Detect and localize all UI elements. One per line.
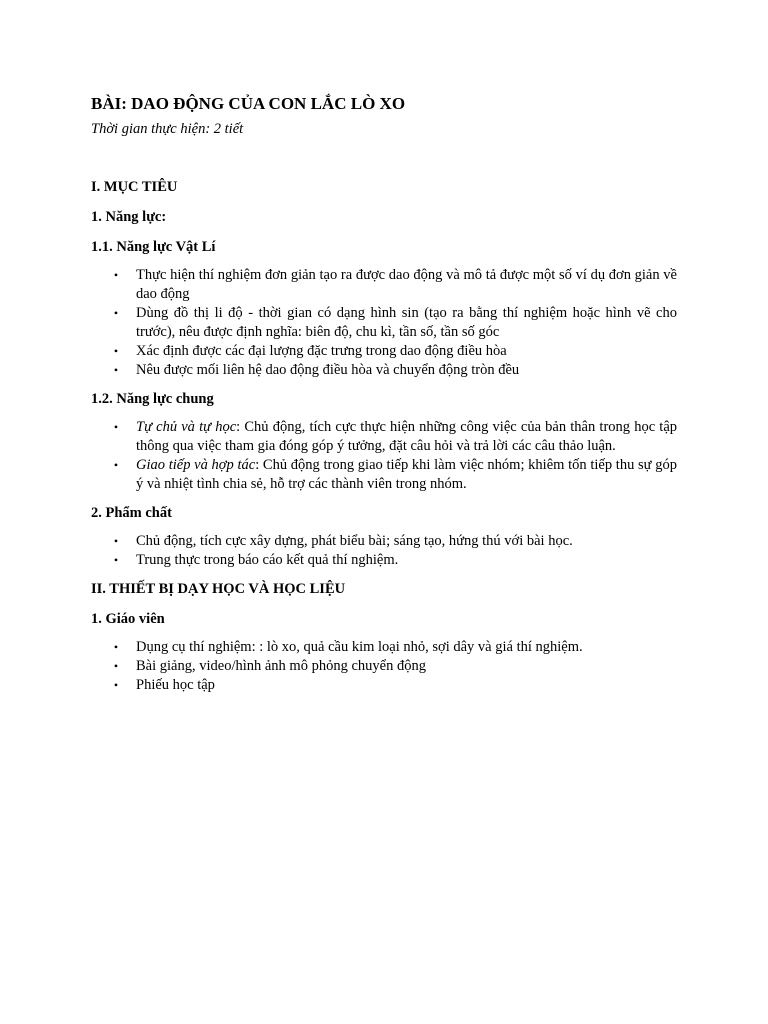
bullet-icon: • — [113, 659, 119, 673]
list-item — [91, 266, 677, 304]
competency-heading: 1. Năng lực: — [91, 209, 167, 225]
list-item-text: Nêu được mối liên hệ dao động điều hòa và chuyển động tròn đều — [136, 362, 520, 378]
list-item — [91, 342, 677, 361]
bullet-icon: • — [113, 268, 119, 282]
document-title: BÀI: DAO ĐỘNG CỦA CON LẮC LÒ XO — [91, 94, 406, 113]
teacher-heading: 1. Giáo viên — [91, 611, 165, 627]
list-item-text: Xác định được các đại lượng đặc trưng trong dao động điều hòa — [136, 343, 507, 359]
list-item — [91, 418, 677, 456]
bullet-icon: • — [113, 678, 119, 692]
bullet-icon: • — [113, 420, 119, 434]
list-item-label: Giao tiếp và hợp tác — [136, 457, 256, 473]
list-item — [91, 532, 677, 551]
general-competency-heading: 1.2. Năng lực chung — [91, 391, 214, 407]
general-competency-list — [91, 418, 677, 494]
section-objectives-heading: I. MỤC TIÊU — [91, 179, 178, 195]
bullet-icon: • — [113, 306, 119, 320]
list-item — [91, 657, 677, 676]
bullet-icon: • — [113, 344, 119, 358]
list-item — [91, 361, 677, 380]
list-item-text: Dụng cụ thí nghiệm: : lò xo, quả cầu kim loại nhỏ, sợi dây và giá thí nghiệm. — [136, 639, 583, 655]
list-item-text: : Chủ động trong giao tiếp khi làm việc nhóm; khiêm tốn tiếp thu sự góp ý và nhiệt tình chia sẻ, hỗ trợ các thành viên trong nhóm. — [136, 457, 677, 492]
list-item — [91, 456, 677, 494]
bullet-icon: • — [113, 553, 119, 567]
list-item-text: Chủ động, tích cực xây dựng, phát biểu bài; sáng tạo, hứng thú với bài học. — [136, 533, 573, 549]
quality-list — [91, 532, 677, 570]
list-item-text: : Chủ động, tích cực thực hiện những công việc của bản thân trong học tập thông qua việc tham gia đóng góp ý tưởng, đặt câu hỏi và trả lời các câu thảo luận. — [136, 419, 678, 454]
bullet-icon: • — [113, 534, 119, 548]
list-item — [91, 676, 677, 695]
bullet-icon: • — [113, 363, 119, 377]
list-item-text: Bài giảng, video/hình ảnh mô phỏng chuyển động — [136, 658, 426, 674]
teacher-list — [91, 638, 677, 695]
section-equipment-heading: II. THIẾT BỊ DẠY HỌC VÀ HỌC LIỆU — [91, 581, 346, 597]
list-item-text: Thực hiện thí nghiệm đơn giản tạo ra được dao động và mô tả được một số ví dụ đơn giản về dao động — [136, 267, 677, 302]
bullet-icon: • — [113, 640, 119, 654]
list-item — [91, 304, 677, 342]
list-item — [91, 551, 677, 570]
quality-heading: 2. Phẩm chất — [91, 505, 172, 521]
list-item-text: Phiếu học tập — [136, 677, 215, 693]
bullet-icon: • — [113, 458, 119, 472]
list-item-label: Tự chủ và tự học — [136, 419, 237, 435]
list-item — [91, 638, 677, 657]
physics-competency-list — [91, 266, 677, 380]
lesson-duration: Thời gian thực hiện: 2 tiết — [91, 121, 244, 137]
list-item-text: Trung thực trong báo cáo kết quả thí nghiệm. — [136, 552, 399, 568]
physics-competency-heading: 1.1. Năng lực Vật Lí — [91, 239, 216, 255]
list-item-text: Dùng đồ thị li độ - thời gian có dạng hình sin (tạo ra bằng thí nghiệm hoặc hình vẽ cho trước), nêu được định nghĩa: biên độ, chu kì, tần số, tần số góc — [136, 305, 677, 340]
